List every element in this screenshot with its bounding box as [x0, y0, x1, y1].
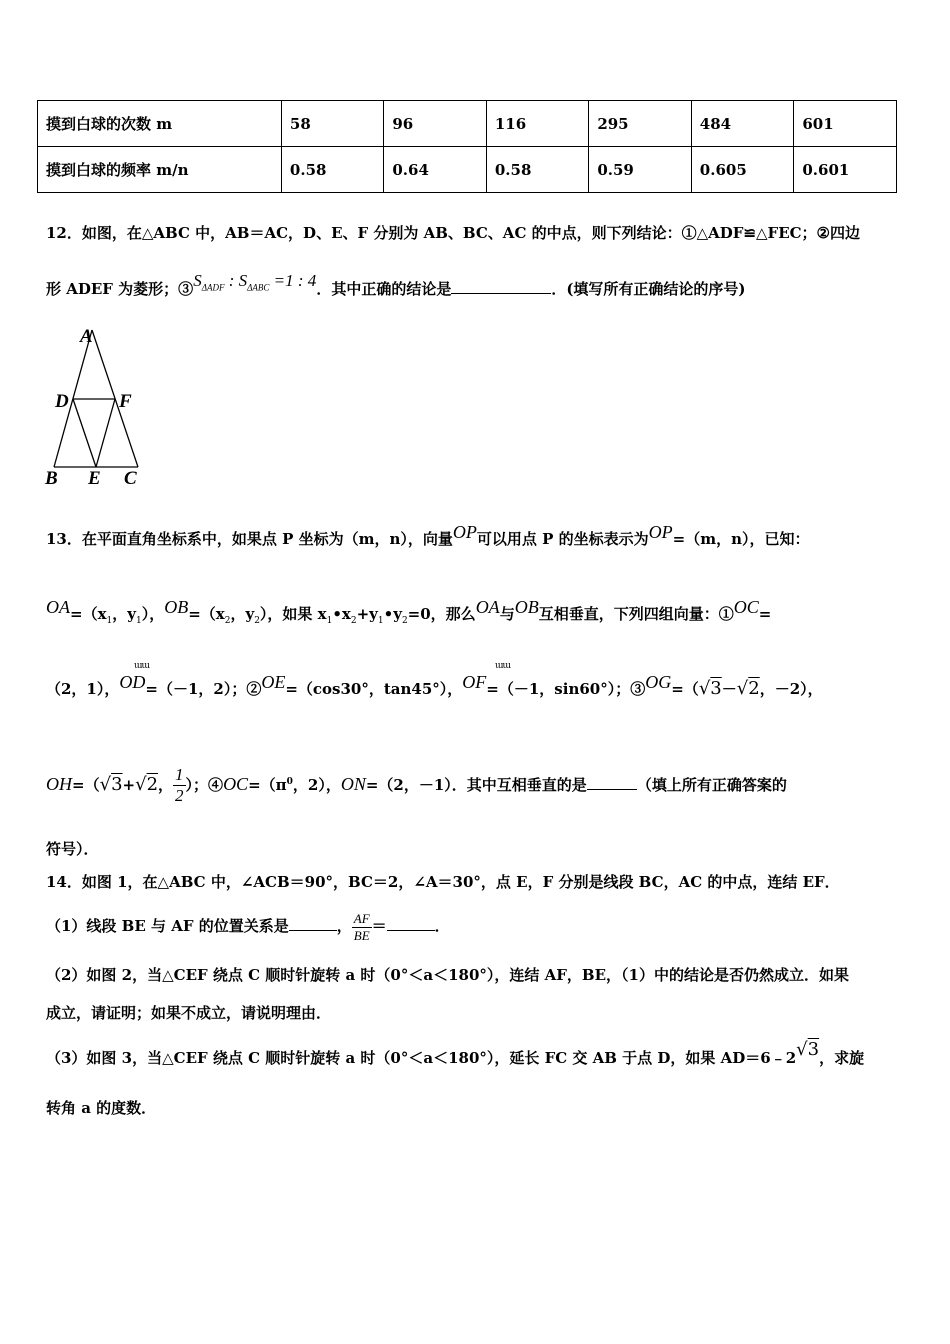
- table-cell: 484: [691, 101, 794, 147]
- q13-text: ，: [158, 775, 174, 794]
- subscript: 2: [350, 616, 357, 626]
- vector-oc: OC: [223, 773, 249, 794]
- radicand: 2: [748, 678, 760, 699]
- vector-oa: OA: [46, 597, 70, 617]
- table-row: [38, 147, 897, 193]
- table-cell: 0.601: [794, 147, 897, 193]
- table-row: [38, 101, 897, 147]
- formula-s1: S: [193, 271, 202, 290]
- q13-text: =（: [72, 775, 100, 794]
- fraction-af-be: [352, 911, 372, 943]
- sqrt-2: √2: [135, 773, 159, 795]
- q12-line-2: [46, 271, 746, 301]
- q12-text-a: 形 ADEF 为菱形；③: [46, 280, 194, 298]
- vector-ob: OB: [164, 597, 189, 617]
- label-f: F: [119, 391, 132, 412]
- q14-text: ＝: [371, 917, 387, 936]
- vector-op: OP: [648, 522, 673, 542]
- fraction-denominator: BE: [353, 927, 370, 943]
- q13-text: =0，那么: [407, 605, 476, 623]
- q13-line-4: [46, 765, 787, 807]
- vector-od: OD: [119, 672, 146, 692]
- q14-line-6: 转角 a 的度数．: [46, 1099, 157, 1117]
- subscript: 2: [401, 616, 408, 626]
- q13-text: =（－1，2）；②: [145, 680, 262, 698]
- q13-text: =（2，－1）．其中互相垂直的是: [365, 775, 587, 794]
- q14-text: （3）如图 3，当△CEF 绕点 C 顺时针旋转 a 时（0°＜a＜180°），延长 FC 交 AB 于点 D，如果 AD＝6﹣2: [46, 1049, 797, 1067]
- q14-text: （1）线段 BE 与 AF 的位置关系是: [46, 917, 289, 936]
- frequency-table: [37, 100, 897, 193]
- answer-blank[interactable]: [387, 930, 435, 931]
- q13-text: =（x: [70, 605, 107, 623]
- q13-text: 互相垂直，下列四组向量：①: [538, 605, 734, 623]
- subscript: 1: [135, 616, 142, 626]
- table-cell: 116: [486, 101, 588, 147]
- table-cell: 96: [384, 101, 486, 147]
- vector-op: OP: [452, 522, 477, 542]
- radicand: 3: [111, 773, 123, 795]
- q13-text: =（－1，sin60°）；③: [486, 680, 646, 698]
- answer-blank[interactable]: [587, 789, 637, 790]
- vector-oa: OA: [475, 597, 500, 617]
- q14-line-3: （2）如图 2，当△CEF 绕点 C 顺时针旋转 a 时（0°＜a＜180°），连结 AF，BE，（1）中的结论是否仍然成立．如果: [46, 966, 849, 984]
- q12-line-1: 12．如图，在△ABC 中，AB＝AC，D、E、F 分别为 AB、BC、AC 的中点，则下列结论：①△ADF≌△FEC；②四边: [46, 224, 861, 242]
- segment-de: [73, 399, 96, 467]
- vector-og: OG: [645, 672, 672, 692]
- q13-text: +y: [356, 605, 378, 623]
- q13-text: ，2），: [292, 775, 341, 794]
- q13-text: =（cos30°，tan45°），: [285, 680, 463, 698]
- radicand: 3: [807, 1039, 820, 1060]
- q13-text: 13．在平面直角坐标系中，如果点 P 坐标为（m，n），向量: [46, 530, 453, 548]
- row-header-count: 摸到白球的次数 m: [38, 101, 282, 147]
- vector-on: ON: [340, 773, 366, 794]
- label-b: B: [45, 468, 58, 489]
- q13-text: +: [122, 775, 136, 794]
- q14-line-1: 14．如图 1，在△ABC 中，∠ACB＝90°，BC＝2，∠A＝30°，点 E，F 分别是线段 BC，AC 的中点，连结 EF．: [46, 873, 840, 891]
- row-header-frequency: 摸到白球的频率 m/n: [38, 147, 282, 193]
- q12-text-c: ．(填写所有正确结论的序号): [551, 280, 746, 298]
- q13-text: （填上所有正确答案的: [636, 775, 787, 794]
- sqrt-3: √3: [698, 678, 722, 699]
- fraction-denominator: 2: [175, 786, 184, 806]
- radicand: 2: [146, 773, 159, 795]
- table-cell: 0.64: [384, 147, 486, 193]
- q13-line-1: [46, 522, 810, 550]
- vector-oc: OC: [733, 597, 759, 617]
- q14-text: ，求旋: [819, 1049, 865, 1067]
- q13-text: ，－2），: [759, 680, 823, 698]
- q13-text: =: [758, 605, 772, 623]
- vector-arrow-mark: ɯɯ: [134, 661, 150, 671]
- label-a: A: [80, 326, 93, 347]
- formula-sub2: ΔABC: [247, 282, 270, 293]
- table-cell: 601: [794, 101, 897, 147]
- triangle-figure: [40, 322, 150, 492]
- q13-text: 可以用点 P 的坐标表示为: [476, 530, 649, 548]
- q12-text-b: ．其中正确的结论是: [316, 280, 452, 298]
- fraction-one-half: [173, 765, 186, 807]
- q14-text: ，: [336, 917, 352, 936]
- table-cell: 0.58: [281, 147, 383, 193]
- q13-text: 与: [499, 605, 515, 623]
- vector-oe: OE: [261, 672, 286, 692]
- q13-text: =（: [671, 680, 699, 698]
- label-e: E: [88, 468, 101, 489]
- q14-text: ．: [434, 917, 450, 936]
- table-cell: 58: [281, 101, 383, 147]
- q13-text: （2，1），: [46, 680, 120, 698]
- q13-text: －: [721, 680, 737, 698]
- q13-line-5: 符号）．: [46, 840, 99, 858]
- vector-oh: OH: [46, 773, 72, 794]
- q13-text: =（π: [248, 775, 287, 794]
- answer-blank[interactable]: [451, 293, 551, 294]
- vector-ob: OB: [514, 597, 539, 617]
- fraction-numerator: AF: [353, 911, 370, 926]
- table-cell: 0.58: [486, 147, 588, 193]
- q14-line-5: [46, 1039, 865, 1069]
- q13-line-2: [46, 597, 772, 627]
- q13-text: =（m，n），已知：: [672, 530, 810, 548]
- q13-text: =（x: [188, 605, 225, 623]
- sqrt-3: √3: [796, 1039, 820, 1060]
- q13-text: ）；④: [185, 775, 224, 794]
- q13-text: ，y: [230, 605, 255, 623]
- subscript: 2: [224, 616, 231, 626]
- formula-s2: S: [238, 271, 248, 290]
- q13-text: ），: [141, 605, 165, 623]
- table-cell: 0.605: [691, 147, 794, 193]
- q13-text: •y: [383, 605, 402, 623]
- subscript: 1: [326, 616, 333, 626]
- q14-line-2: [46, 911, 450, 943]
- formula-eq: =1 : 4: [269, 271, 317, 290]
- formula-colon: :: [224, 271, 239, 290]
- area-ratio-formula: [193, 271, 317, 293]
- superscript: 0: [286, 776, 293, 787]
- fraction-numerator: 1: [173, 765, 186, 786]
- sqrt-3: √3: [99, 773, 123, 795]
- segment-ef: [96, 399, 115, 467]
- table-cell: 295: [589, 101, 691, 147]
- subscript: 2: [254, 616, 260, 626]
- q13-text: •x: [332, 605, 351, 623]
- label-d: D: [55, 391, 69, 412]
- vector-of: OF: [462, 672, 487, 692]
- label-c: C: [124, 468, 137, 489]
- subscript: 1: [377, 616, 384, 626]
- sqrt-2: √2: [736, 678, 760, 699]
- radicand: 3: [710, 678, 722, 699]
- subscript: 1: [106, 616, 113, 626]
- formula-sub1: ΔADF: [201, 282, 225, 293]
- q14-line-4: 成立，请证明；如果不成立，请说明理由．: [46, 1004, 332, 1022]
- vector-arrow-mark: ɯɯ: [495, 661, 511, 671]
- q13-text: ，y: [112, 605, 136, 623]
- answer-blank[interactable]: [289, 930, 337, 931]
- q13-text: ），如果 x: [259, 605, 327, 623]
- table-cell: 0.59: [589, 147, 691, 193]
- q13-line-3: [46, 672, 823, 700]
